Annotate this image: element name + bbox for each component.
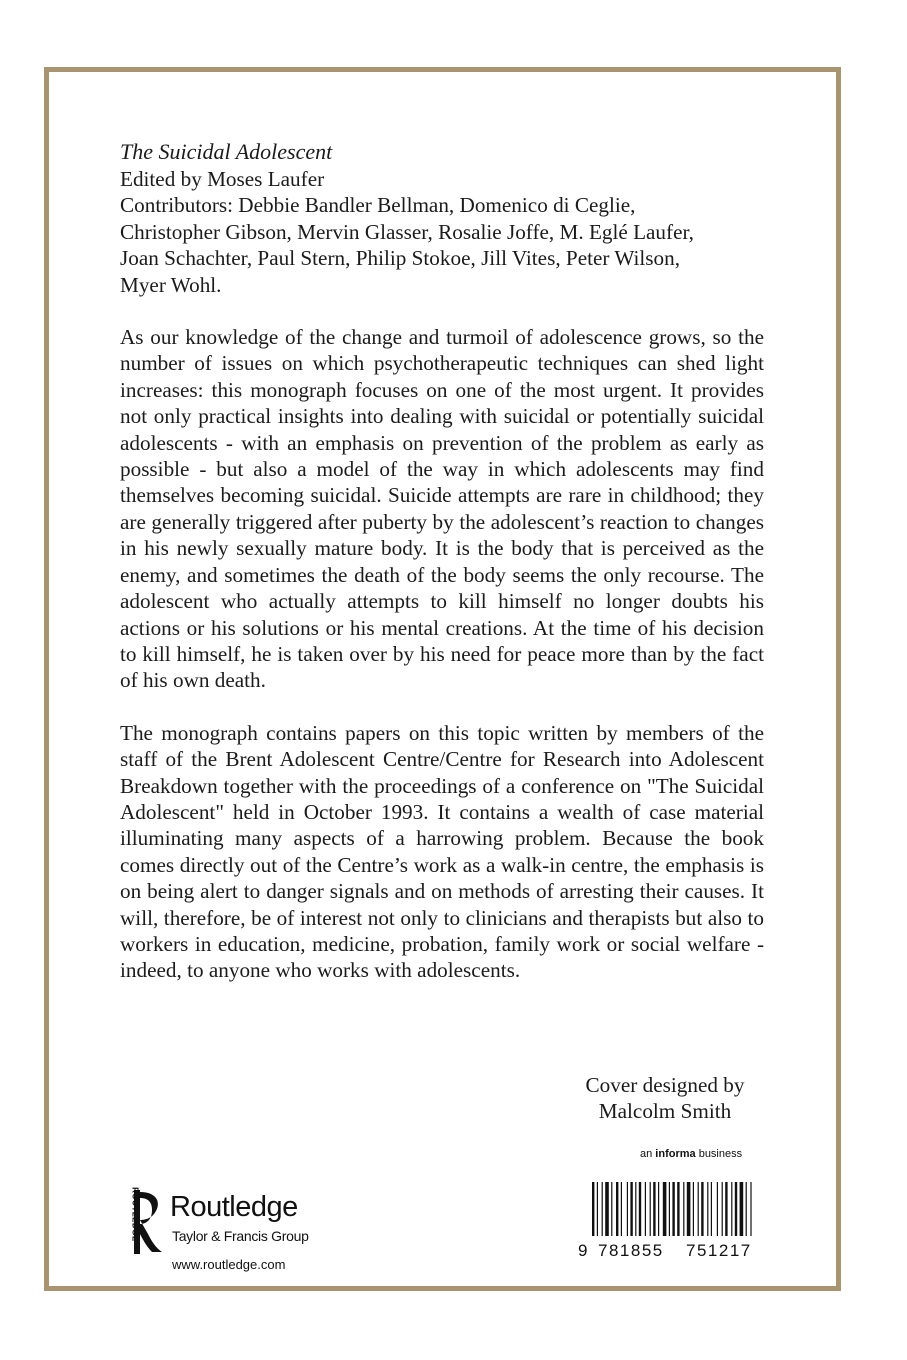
barcode-bar: [592, 1182, 594, 1236]
barcode-bar: [731, 1182, 732, 1236]
barcode-bar: [663, 1182, 667, 1236]
barcode-digit-lead: 9: [578, 1241, 588, 1258]
back-cover-text: [120, 138, 764, 984]
publisher-website: www.routledge.com: [172, 1257, 286, 1272]
publisher-block: [120, 1187, 360, 1274]
barcode-bar: [735, 1182, 737, 1236]
barcode-bar: [717, 1182, 718, 1236]
barcode-bar: [658, 1182, 659, 1236]
publisher-group: Taylor & Francis Group: [172, 1228, 309, 1244]
barcode-bar: [627, 1182, 628, 1236]
barcode-bar: [605, 1182, 609, 1236]
barcode-bar: [740, 1182, 744, 1236]
barcode-bar: [639, 1182, 641, 1236]
barcode-bar: [645, 1182, 646, 1236]
contributors-line-2: Christopher Gibson, Mervin Glasser, Rosalie Joffe, M. Eglé Laufer,: [120, 219, 694, 244]
barcode-bar: [725, 1182, 727, 1236]
barcode-bar: [750, 1182, 751, 1236]
contributors-line-1: Contributors: Debbie Bandler Bellman, Domenico di Ceglie,: [120, 193, 636, 218]
isbn-barcode: [574, 1180, 780, 1258]
cover-credit-line-2: Malcolm Smith: [598, 1099, 732, 1124]
cover-credit: [560, 1072, 770, 1125]
book-title: The Suicidal Adolescent: [120, 139, 333, 164]
barcode-bar: [669, 1182, 670, 1236]
barcode-bar: [711, 1182, 712, 1236]
barcode-bar: [746, 1182, 747, 1236]
contributors-line-3: Joan Schachter, Paul Stern, Philip Stokoe, Jill Vites, Peter Wilson,: [120, 246, 681, 271]
barcode-bar: [693, 1182, 694, 1236]
informa-prefix: an: [640, 1148, 656, 1160]
barcode-bar: [621, 1182, 622, 1236]
barcode-bar: [722, 1182, 723, 1236]
barcode-bar: [653, 1182, 655, 1236]
informa-suffix: business: [695, 1148, 743, 1160]
editor-line: Edited by Moses Laufer: [120, 167, 325, 191]
informa-tagline: [640, 1148, 742, 1160]
barcode-bar: [687, 1182, 691, 1236]
publisher-name: Routledge: [170, 1191, 298, 1223]
description-paragraph-2: The monograph contains papers on this topic written by members of the staff of the Brent Adolescent Centre/Centre for Research into Adolescent Breakdown together with the proceedings of a conference on "The Suicidal Adolescent" held in October 1993. It contains a wealth of case material illuminating many aspects of a harrowing problem. Because the book comes directly out of the Centre’s work as a walk-in centre, the emphasis is on being alert to danger signals and on methods of arresting their causes. It will, therefore, be of interest not only to clinicians and therapists but also to workers in education, medicine, probation, family work or social welfare - indeed, to anyone who works with adolescents.: [120, 720, 764, 983]
barcode-bar: [683, 1182, 684, 1236]
description-paragraph-1: As our knowledge of the change and turmoil of adolescence grows, so the number of issues on which psychotherapeutic techniques can shed light increases: this monograph focuses on one of the most urgent. It provides not only practical insights into dealing with suicidal or potentially suicidal adolescents - with an emphasis on prevention of the problem as early as possible - but also a model of the way in which adolescents may find themselves becoming suicidal. Suicide attempts are rare in childhood; they are generally triggered after puberty by the adolescent’s reaction to changes in his newly sexually mature body. It is the body that is perceived as the enemy, and sometimes the death of the body seems the only recourse. The adolescent who actually attempts to kill himself no longer doubts his actions or his solutions or his mental creations. At the time of his decision to kill himself, he is taken over by his need for peace more than by the fact of his own death.: [120, 325, 764, 693]
barcode-bar: [707, 1182, 708, 1236]
barcode-bar: [597, 1182, 598, 1236]
barcode-bar: [672, 1182, 674, 1236]
spine-word: ROUTLEDGE: [130, 1187, 140, 1242]
informa-brand: informa: [655, 1148, 696, 1160]
barcode-bars: [592, 1182, 752, 1236]
cover-credit-line-1: Cover designed by: [585, 1073, 745, 1097]
barcode-digits-left: 781855: [598, 1241, 664, 1258]
barcode-bar: [635, 1182, 636, 1236]
barcode-bar: [677, 1182, 679, 1236]
routledge-logo-icon: [120, 1190, 164, 1254]
routledge-logo: [120, 1187, 164, 1254]
contributors-line-4: Myer Wohl.: [120, 272, 222, 297]
barcode-bar: [698, 1182, 699, 1236]
barcode-bar: [650, 1182, 651, 1236]
barcode-digits-right: 751217: [686, 1241, 752, 1258]
barcode-bar: [616, 1182, 618, 1236]
barcode-bar: [630, 1182, 632, 1236]
barcode-bar: [701, 1182, 703, 1236]
barcode-bar: [602, 1182, 603, 1236]
barcode-bar: [611, 1182, 612, 1236]
